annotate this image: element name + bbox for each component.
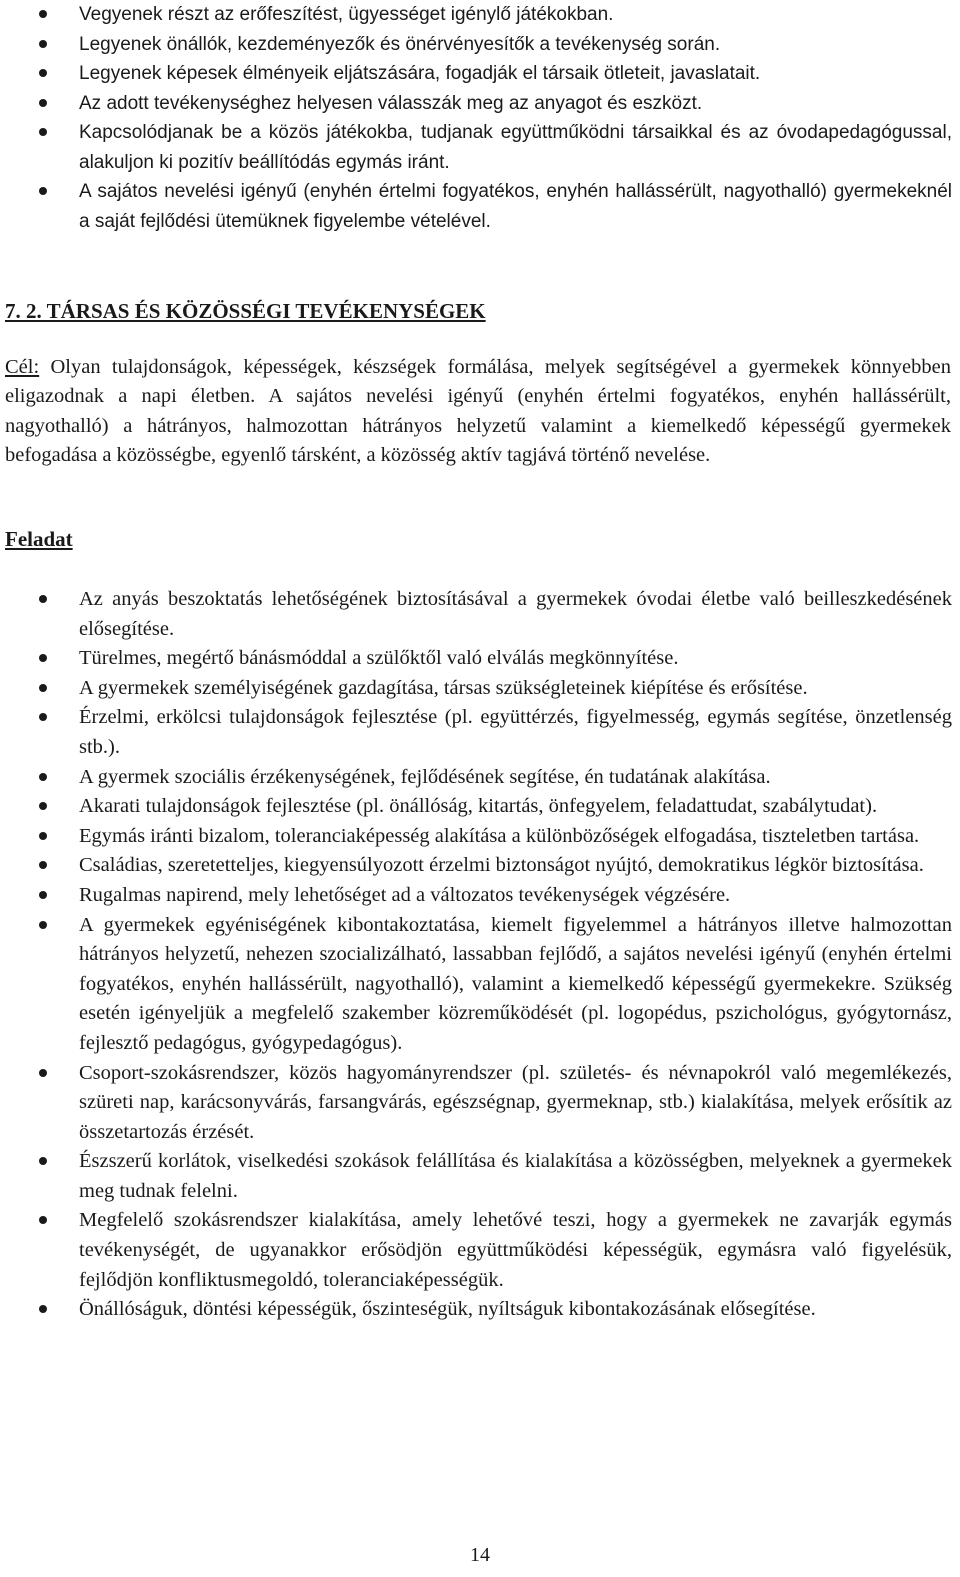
list-item-text: Az anyás beszoktatás lehetőségének biztosításával a gyermekek óvodai életbe való beilleszkedésének elősegítése.	[79, 588, 952, 640]
list-item-text: Érzelmi, erkölcsi tulajdonságok fejlesztése (pl. együttérzés, figyelmesség, egymás segítése, önzetlenség stb.).	[79, 706, 952, 758]
bullet-icon	[39, 99, 47, 107]
list-item	[0, 881, 960, 911]
list-item	[0, 1147, 960, 1206]
list-item	[0, 0, 960, 30]
bullet-icon	[39, 40, 47, 48]
list-item-text: Csoport-szokásrendszer, közös hagyományrendszer (pl. születés- és névnapokról való megemlékezés, szüreti nap, karácsonyvárás, farsangvárás, egészségnap, gyermeknap, stb.) kialakítása, melyek erősítik az összetartozás érzését.	[79, 1061, 952, 1143]
bullet-icon	[39, 891, 47, 899]
bullet-icon	[39, 1069, 47, 1077]
list-item	[0, 30, 960, 60]
bullet-icon	[39, 128, 47, 136]
list-item	[0, 792, 960, 822]
list-item-text: Legyenek képesek élményeik eljátszására, fogadják el társaik ötleteit, javaslatait.	[79, 63, 761, 84]
task-heading: Feladat	[5, 527, 73, 551]
list-item	[0, 674, 960, 704]
list-item	[0, 118, 960, 177]
list-item-text: Megfelelő szokásrendszer kialakítása, amely lehetővé teszi, hogy a gyermekek ne zavarják egymás tevékenységét, de ugyanakkor erősödjön együttműködési képességük, egymásra való figyelésük, fejlődjön konfliktusmegoldó, toleranciaképességük.	[79, 1209, 952, 1291]
list-item-text: Rugalmas napirend, mely lehetőséget ad a változatos tevékenységek végzésére.	[79, 883, 731, 906]
bullet-icon	[39, 921, 47, 929]
list-item-text: Vegyenek részt az erőfeszítést, ügyességet igénylő játékokban.	[79, 4, 614, 25]
list-item-text: Egymás iránti bizalom, toleranciaképesség alakítása a különbözőségek elfogadása, tiszteletben tartása.	[79, 824, 920, 847]
list-item-text: Türelmes, megértő bánásmóddal a szülőktől való elválás megkönnyítése.	[79, 647, 679, 670]
list-item	[0, 644, 960, 674]
list-item	[0, 177, 960, 236]
list-item	[0, 851, 960, 881]
bullet-icon	[39, 187, 47, 195]
bullet-icon	[39, 654, 47, 662]
bullet-icon	[39, 595, 47, 603]
goal-paragraph	[5, 353, 951, 470]
bullet-icon	[39, 1216, 47, 1224]
list-item	[0, 59, 960, 89]
list-item-text: A sajátos nevelési igényű (enyhén értelmi fogyatékos, enyhén hallássérült, nagyothalló) gyermekeknél a saját fejlődési ütemüknek figyelembe vételével.	[79, 181, 952, 232]
list-item	[0, 1206, 960, 1295]
bullet-icon	[39, 1157, 47, 1165]
list-item-text: Önállóságuk, döntési képességük, őszinteségük, nyíltságuk kibontakozásának elősegítése.	[79, 1298, 816, 1321]
bullet-icon	[39, 802, 47, 810]
list-item	[0, 911, 960, 1059]
bullet-icon	[39, 832, 47, 840]
section-title: 7. 2. TÁRSAS ÉS KÖZÖSSÉGI TEVÉKENYSÉGEK	[5, 299, 486, 323]
list-item-text: Észszerű korlátok, viselkedési szokások felállítása és kialakítása a közösségben, melyeknek a gyermekek meg tudnak felelni.	[79, 1150, 952, 1202]
bullet-icon	[39, 861, 47, 869]
bullet-icon	[39, 69, 47, 77]
bullet-icon	[39, 10, 47, 18]
goal-label: Cél:	[5, 356, 40, 378]
list-item-text: Kapcsolódjanak be a közös játékokba, tudjanak együttműködni társaikkal és az óvodapedagógussal, alakuljon ki pozitív beállítódás egymás iránt.	[79, 122, 952, 173]
list-item	[0, 763, 960, 793]
page-number: 14	[470, 1544, 490, 1566]
list-item-text: Legyenek önállók, kezdeményezők és önérvényesítők a tevékenység során.	[79, 33, 721, 55]
list-item-text: Családias, szeretetteljes, kiegyensúlyozott érzelmi biztonságot nyújtó, demokratikus légkör biztosítása.	[79, 854, 924, 877]
bullet-icon	[39, 713, 47, 721]
bullet-icon	[39, 684, 47, 692]
list-item-text: A gyermek szociális érzékenységének, fejlődésének segítése, én tudatának alakítása.	[79, 765, 771, 788]
list-item	[0, 1295, 960, 1325]
list-item	[0, 703, 960, 762]
list-item-text: Az adott tevékenységhez helyesen válasszák meg az anyagot és eszközt.	[79, 92, 703, 114]
list-item	[0, 89, 960, 119]
list-item-text: Akarati tulajdonságok fejlesztése (pl. önállóság, kitartás, önfegyelem, feladattudat, szabálytudat).	[79, 795, 878, 818]
top-bullet-list	[0, 0, 960, 236]
list-item	[0, 1059, 960, 1148]
bullet-icon	[39, 1305, 47, 1313]
bullet-icon	[39, 773, 47, 781]
list-item-text: A gyermekek személyiségének gazdagítása, társas szükségleteinek kiépítése és erősítése.	[79, 676, 808, 699]
list-item	[0, 822, 960, 852]
task-bullet-list	[0, 585, 960, 1325]
list-item-text: A gyermekek egyéniségének kibontakoztatása, kiemelt figyelemmel a hátrányos illetve halmozottan hátrányos helyzetű, nehezen szocializálható, lassabban fejlődő, a sajátos nevelési igényű (enyhén értelmi fogyatékos, enyhén hallássérült, nagyothalló), valamint a kiemelkedő képességű gyermekekre. Szükség esetén igényeljük a megfelelő szakember közreműködését (pl. logopédus, pszichológus, gyógytornász, fejlesztő pedagógus, gyógypedagógus).	[79, 913, 952, 1054]
list-item	[0, 585, 960, 644]
goal-text: Olyan tulajdonságok, képességek, készségek formálása, melyek segítségével a gyermekek könnyebben eligazodnak a napi életben. A sajátos nevelési igényű (enyhén értelmi fogyatékos, enyhén hallássérült, nagyothalló) a hátrányos, halmozottan hátrányos helyzetű valamint a kiemelkedő képességű gyermekek befogadása a közösségbe, egyenlő társként, a közösség aktív tagjává történő nevelése.	[5, 356, 951, 466]
